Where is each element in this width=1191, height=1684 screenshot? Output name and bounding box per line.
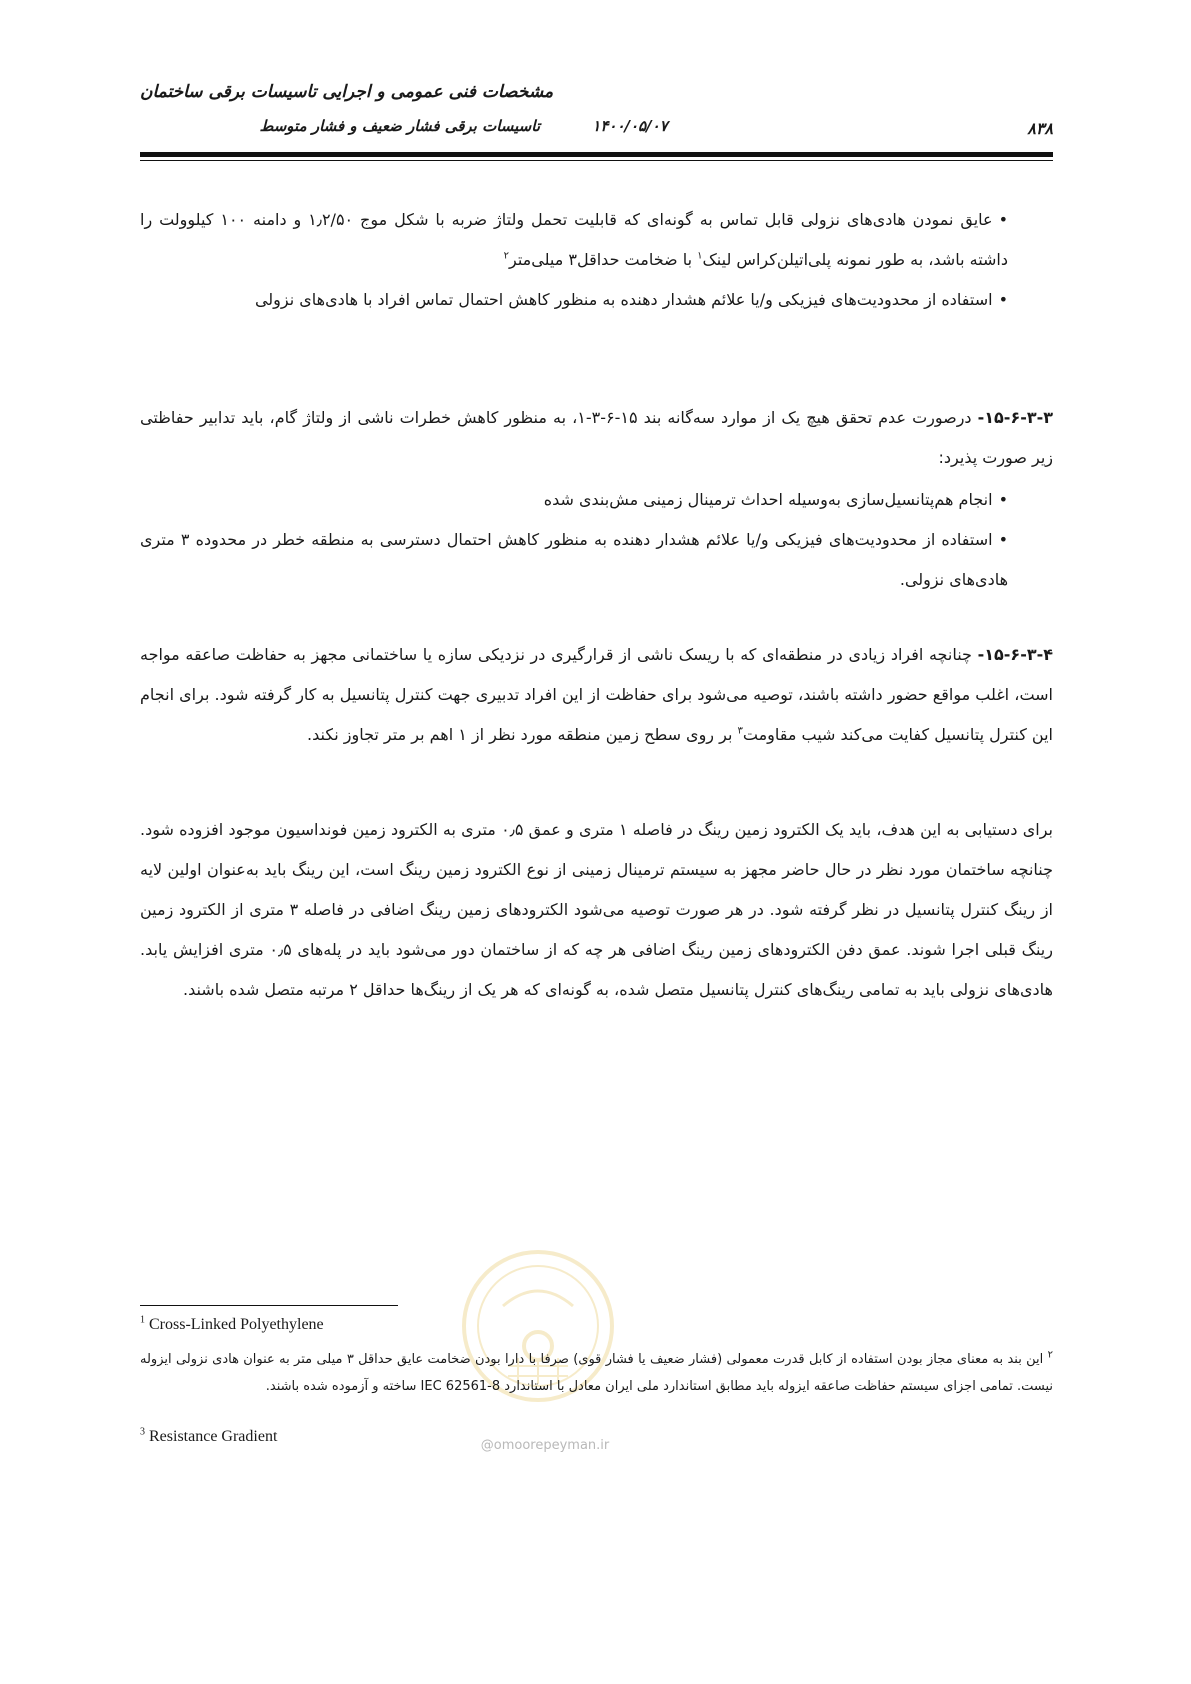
header-rule-thin: [140, 160, 1053, 161]
body-paragraph-ring-electrode: برای دستیابی به این هدف، باید یک الکترود زمین رینگ در فاصله ۱ متری و عمق ۰٫۵ متری به الکترود زمین فونداسیون موجود افزوده شود. چنانچه ساختمان مورد نظر در حال حاضر مجهز به سیستم ترمینال زمینی از نوع الکترود زمین رینگ است، این رینگ باید به‌عنوان اولین لایه از رینگ کنترل پتانسیل در نظر گرفته شود. در هر صورت توصیه می‌شود الکترودهای زمین رینگ اضافی در فاصله ۳ متری از الکترود زمین رینگ قبلی اجرا شوند. عمق دفن الکترودهای زمین رینگ اضافی هر چه که از ساختمان دور می‌شود باید در پله‌های ۰٫۵ متری افزایش یابد. هادی‌های نزولی باید به تمامی رینگ‌های کنترل پتانسیل متصل شده، به گونه‌ای که هر یک از رینگ‌ها حداقل ۲ مرتبه متصل شده باشند.: [140, 820, 1054, 999]
page-number: ۸۳۸: [1027, 119, 1053, 138]
list-item: • عایق نمودن هادی‌های نزولی قابل تماس به گونه‌ای که قابلیت تحمل ولتاژ ضربه با شکل موج ۱٫۲/۵۰ و دامنه ۱۰۰ کیلوولت را داشته باشد، به طور نمونه پلی‌اتیلن‌کراس لینک$^۱$ با ضخامت حداقل۳ میلی‌متر$^۲$: [140, 200, 1008, 280]
list-item: • استفاده از محدودیت‌های فیزیکی و/یا علائم هشدار دهنده به منظور کاهش احتمال تماس افراد با هادی‌های نزولی: [140, 280, 1008, 320]
section-number: ۱۵-۶-۳-۴-: [977, 645, 1053, 664]
section-paragraph-15-6-3-4: ۱۵-۶-۳-۴- چنانچه افراد زیادی در منطقه‌ای که با ریسک ناشی از قرارگیری در نزدیکی سازه یا ساختمانی مجهز به حفاظت صاعقه مواجه است، اغلب مواقع حضور داشته باشند، توصیه می‌شود برای حفاظت از این افراد تدبیری جهت کنترل پتانسیل به کار گرفته شود. برای انجام این کنترل پتانسیل کفایت می‌کند شیب مقاومت$^۳$ بر روی سطح زمین منطقه مورد نظر از ۱ اهم بر متر تجاوز نکند.: [140, 645, 1053, 744]
footnote-3: $^3$ Resistance Gradient: [140, 1426, 278, 1445]
header-date: ۱۴۰۰/۰۵/۰۷: [592, 117, 668, 135]
footnote-separator: [140, 1305, 398, 1306]
running-header-subtitle: تاسیسات برقی فشار ضعیف و فشار متوسط: [259, 117, 540, 135]
bullet-list-insulation: [140, 200, 1008, 320]
footnote-ref: ۲: [503, 250, 510, 262]
list-item: • انجام هم‌پتانسیل‌سازی به‌وسیله احداث ترمینال زمینی مش‌بندی شده: [140, 480, 1008, 520]
list-item: • استفاده از محدودیت‌های فیزیکی و/یا علائم هشدار دهنده به منظور کاهش احتمال دسترسی به منطقه خطر در محدوده ۳ متری هادی‌های نزولی.: [140, 520, 1008, 600]
bullet-list-step-voltage: [140, 480, 1008, 600]
footnote-2: $^۲$ این بند به معنای مجاز بودن استفاده از کابل قدرت معمولی (فشار ضعیف یا فشار قوی) صرفا با دارا بودن ضخامت عایق حداقل ۳ میلی متر به عنوان هادی نزولی ایزوله نیست. تمامی اجزای سیستم حفاظت صاعقه ایزوله باید مطابق استاندارد ملی ایران معادل با استاندارد IEC 62561-8 ساخته و آزموده شده باشند.: [140, 1349, 1053, 1394]
watermark-url: @omoorepeyman.ir: [480, 1438, 610, 1453]
section-paragraph-15-6-3-3: ۱۵-۶-۳-۳- درصورت عدم تحقق هیچ یک از موارد سه‌گانه بند ۱۵-۶-۳-۱، به منظور کاهش خطرات ناشی از ولتاژ گام، باید تدابیر حفاظتی زیر صورت پذیرد:: [140, 408, 1054, 467]
section-number: ۱۵-۶-۳-۳-: [977, 408, 1054, 427]
footnote-ref: ۱: [697, 250, 703, 262]
running-header-title: مشخصات فنی عمومی و اجرایی تاسیسات برقی ساختمان: [140, 82, 554, 102]
footnote-ref: ۳: [737, 725, 743, 737]
footnote-1: $^1$ Cross-Linked Polyethylene: [140, 1314, 324, 1333]
header-rule-thick: [140, 152, 1053, 157]
